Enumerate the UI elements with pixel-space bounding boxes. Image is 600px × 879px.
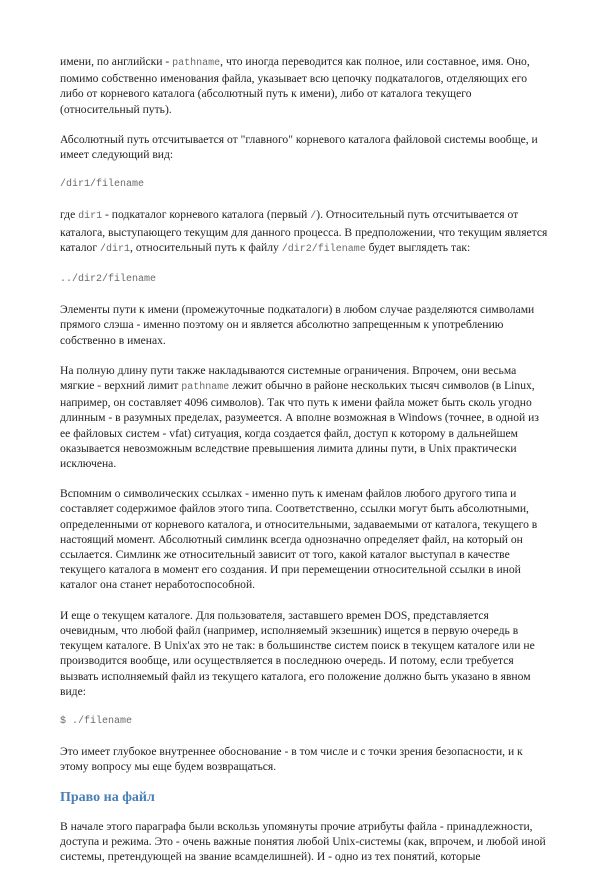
paragraph-path-limits: На полную длину пути также накладываются системные ограничения. Впрочем, они весьма мягкие - верхний лимит pathname лежит обычно в районе нескольких тысяч символов (в Linux, например, он составляет 4096 символов). Так что путь к имени файла может быть сколь угодно длинным - в разумных пределах, разумеется. А вполне возможная в Windows (точнее, в одной из ее файловых систем - vfat) ситуация, когда создается файл, доступ к которому в дальнейшем оказывается невозможным вследствие превышения лимита длины пути, в Unix практически исключена.	[60, 363, 539, 471]
inline-code: /dir2/filename	[281, 243, 366, 255]
inline-code: dir1	[78, 211, 103, 223]
paragraph-pathname: имени, по английски - pathname, что иногда переводится как полное, или составное, имя. Оно, помимо собственно именования файла, указывает всю цепочку подкаталогов, отделяющих его либо от корневого каталога (абсолютный путь к имени), либо от каталога текущего (относительный путь).	[60, 55, 530, 116]
code-absolute-path: /dir1/filename	[60, 179, 145, 191]
paragraph-absolute-path: Абсолютный путь отсчитывается от "главного" корневого каталога файловой системы вообще, и имеет следующий вид:	[60, 132, 538, 162]
inline-code: /	[310, 211, 317, 223]
inline-code: pathname	[181, 382, 230, 394]
paragraph-symlinks: Вспомним о символических ссылках - именно путь к именам файлов любого другого типа и составляет содержимое файлов этого типа. Соответственно, ссылки могут быть абсолютными, определенными от корневого каталога, и относительными, задаваемыми от каталога, текущего в настоящий момент. Абсолютный симлинк всегда однозначно определяет файл, на который он ссылается. Симлинк же относительный зависит от того, какой каталог выступал в качестве текущего каталога в момент его создания. И при перемещении относительной ссылки в иной каталог она станет неработоспособной.	[60, 487, 538, 592]
code-relative-path: ../dir2/filename	[60, 274, 157, 286]
paragraph-file-rights: В начале этого параграфа были вскользь упомянуты прочие атрибуты файла - принадлежности, доступа и режима. Это - очень важные понятия любой Unix-системы (как, впрочем, и любой иной системы, претендующей на звание всамделишней). И - одно из тех понятий, которые	[60, 819, 546, 864]
document-page	[60, 54, 548, 879]
paragraph-security: Это имеет глубокое внутреннее обоснование - в том числе и с точки зрения безопасности, и к этому вопросу мы еще будем возвращаться.	[60, 745, 523, 774]
paragraph-relative-path: где dir1 - подкаталог корневого каталога (первый /). Относительный путь отсчитывается от каталога, выступающего текущим для данного процесса. В предположении, что текущим является каталог /dir1, относительный путь к файлу /dir2/filename будет выглядеть так:	[60, 208, 548, 255]
inline-code: pathname	[172, 58, 221, 69]
code-run-file: $ ./filename	[60, 715, 133, 727]
paragraph-path-separators: Элементы пути к имени (промежуточные подкаталоги) в любом случае разделяются символами прямого слэша - именно поэтому он и является абсолютно запрещенным к употреблению собственно в именах.	[60, 303, 535, 347]
section-heading: Право на файл	[60, 789, 155, 805]
inline-code: /dir1	[100, 243, 131, 255]
paragraph-current-directory: И еще о текущем каталоге. Для пользователя, заставшего времен DOS, представляется очевидным, что любой файл (например, исполняемый экзешник) ищется в первую очередь в текущем каталоге. В Unix'ах это не так: в большинстве систем поиск в текущем каталоге или не производится вообще, или осуществляется в последнюю очередь. И потому, если требуется вызвать исполняемый файл из текущего каталога, его положение должно быть указано в явном виде:	[60, 608, 535, 698]
